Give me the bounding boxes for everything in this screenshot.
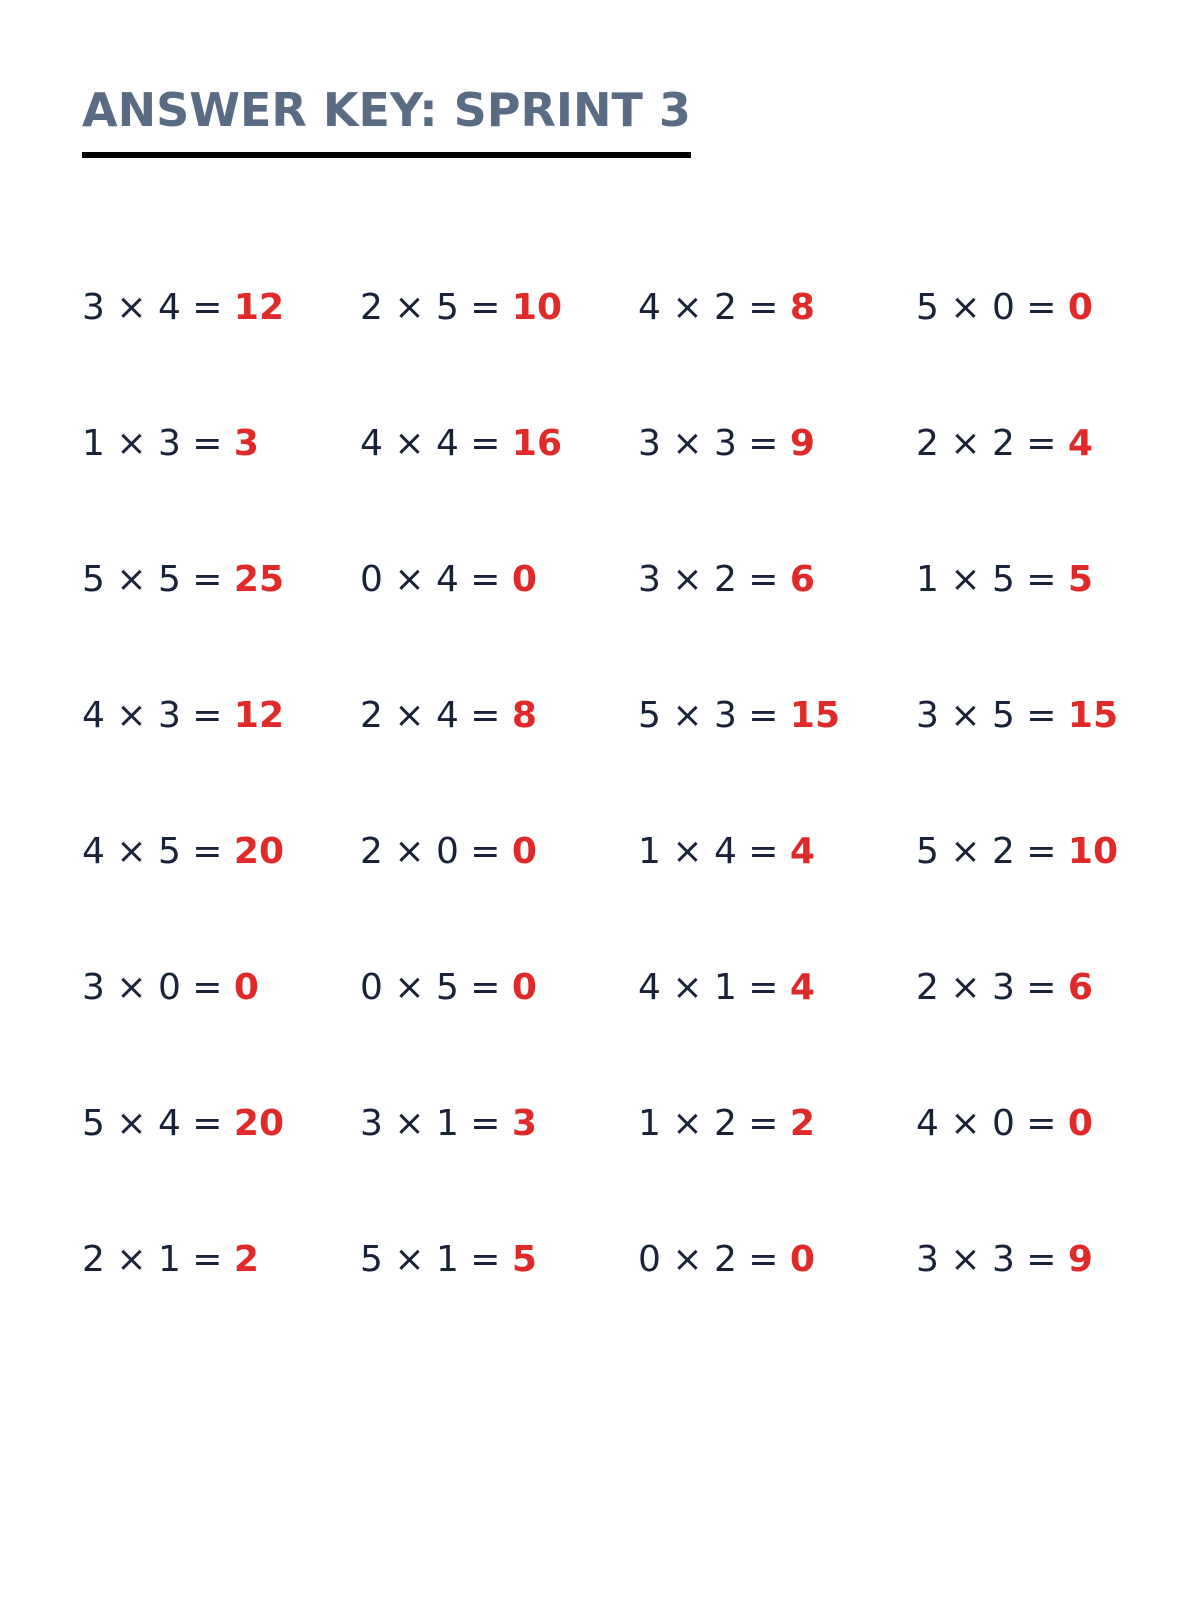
problem-answer: 5 <box>511 1239 537 1280</box>
problem-expression: 2 × 2 = <box>916 423 1057 464</box>
problem-answer: 20 <box>233 1103 285 1144</box>
problem-answer: 9 <box>1067 1239 1093 1280</box>
problem-expression: 0 × 4 = <box>360 559 501 600</box>
problem-expression: 4 × 3 = <box>82 695 223 736</box>
problem-answer: 4 <box>789 967 815 1008</box>
problem-row <box>82 376 1182 512</box>
problem-answer: 5 <box>1067 559 1093 600</box>
problem-expression: 1 × 5 = <box>916 559 1057 600</box>
problem-item <box>916 286 1194 330</box>
problem-answer: 10 <box>1067 831 1119 872</box>
problem-answer: 3 <box>511 1103 537 1144</box>
problem-answer: 15 <box>1067 695 1119 736</box>
problem-expression: 2 × 3 = <box>916 967 1057 1008</box>
problem-row <box>82 920 1182 1056</box>
problem-item <box>82 286 360 330</box>
problem-answer: 25 <box>233 559 285 600</box>
problem-item <box>82 966 360 1010</box>
problem-expression: 4 × 4 = <box>360 423 501 464</box>
problem-expression: 5 × 3 = <box>638 695 779 736</box>
problem-item <box>360 286 638 330</box>
problem-answer: 0 <box>511 831 537 872</box>
problem-item <box>916 1238 1194 1282</box>
title-block <box>82 82 691 158</box>
problem-expression: 1 × 4 = <box>638 831 779 872</box>
problem-item <box>916 1102 1194 1146</box>
page-title: ANSWER KEY: SPRINT 3 <box>82 82 691 158</box>
problem-item <box>82 558 360 602</box>
problem-item <box>360 558 638 602</box>
problem-expression: 5 × 0 = <box>916 287 1057 328</box>
problem-expression: 4 × 0 = <box>916 1103 1057 1144</box>
problem-answer: 0 <box>511 967 537 1008</box>
problem-answer: 12 <box>233 287 285 328</box>
problem-expression: 5 × 2 = <box>916 831 1057 872</box>
problem-answer: 8 <box>789 287 815 328</box>
problem-answer: 20 <box>233 831 285 872</box>
problem-item <box>82 694 360 738</box>
problem-row <box>82 648 1182 784</box>
problem-answer: 12 <box>233 695 285 736</box>
problem-item <box>82 1102 360 1146</box>
problem-answer: 0 <box>1067 287 1093 328</box>
problem-grid <box>82 240 1182 1328</box>
problem-item <box>916 830 1194 874</box>
problem-answer: 0 <box>511 559 537 600</box>
problem-expression: 2 × 0 = <box>360 831 501 872</box>
problem-expression: 3 × 3 = <box>638 423 779 464</box>
problem-expression: 3 × 4 = <box>82 287 223 328</box>
problem-expression: 2 × 5 = <box>360 287 501 328</box>
problem-expression: 4 × 1 = <box>638 967 779 1008</box>
problem-expression: 1 × 2 = <box>638 1103 779 1144</box>
problem-item <box>638 422 916 466</box>
problem-answer: 0 <box>1067 1103 1093 1144</box>
problem-expression: 3 × 0 = <box>82 967 223 1008</box>
problem-row <box>82 784 1182 920</box>
problem-item <box>360 694 638 738</box>
problem-answer: 4 <box>789 831 815 872</box>
problem-item <box>638 558 916 602</box>
problem-expression: 3 × 3 = <box>916 1239 1057 1280</box>
problem-expression: 2 × 4 = <box>360 695 501 736</box>
problem-expression: 0 × 2 = <box>638 1239 779 1280</box>
problem-answer: 4 <box>1067 423 1093 464</box>
problem-answer: 3 <box>233 423 259 464</box>
problem-item <box>638 694 916 738</box>
problem-expression: 5 × 5 = <box>82 559 223 600</box>
problem-item <box>82 422 360 466</box>
problem-expression: 5 × 4 = <box>82 1103 223 1144</box>
problem-item <box>360 966 638 1010</box>
problem-expression: 3 × 5 = <box>916 695 1057 736</box>
problem-row <box>82 1056 1182 1192</box>
problem-item <box>360 830 638 874</box>
problem-expression: 3 × 2 = <box>638 559 779 600</box>
problem-item <box>360 1102 638 1146</box>
problem-expression: 4 × 2 = <box>638 287 779 328</box>
problem-answer: 8 <box>511 695 537 736</box>
problem-answer: 16 <box>511 423 563 464</box>
problem-row <box>82 240 1182 376</box>
problem-item <box>82 830 360 874</box>
problem-answer: 6 <box>1067 967 1093 1008</box>
problem-answer: 9 <box>789 423 815 464</box>
problem-expression: 5 × 1 = <box>360 1239 501 1280</box>
problem-item <box>638 830 916 874</box>
problem-item <box>638 1238 916 1282</box>
problem-item <box>360 1238 638 1282</box>
problem-answer: 0 <box>789 1239 815 1280</box>
problem-item <box>916 558 1194 602</box>
problem-answer: 6 <box>789 559 815 600</box>
problem-expression: 0 × 5 = <box>360 967 501 1008</box>
problem-item <box>82 1238 360 1282</box>
problem-item <box>916 966 1194 1010</box>
problem-answer: 2 <box>233 1239 259 1280</box>
problem-item <box>916 422 1194 466</box>
problem-expression: 2 × 1 = <box>82 1239 223 1280</box>
problem-expression: 1 × 3 = <box>82 423 223 464</box>
problem-item <box>638 1102 916 1146</box>
problem-expression: 3 × 1 = <box>360 1103 501 1144</box>
problem-answer: 0 <box>233 967 259 1008</box>
problem-row <box>82 512 1182 648</box>
problem-expression: 4 × 5 = <box>82 831 223 872</box>
problem-answer: 2 <box>789 1103 815 1144</box>
problem-item <box>916 694 1194 738</box>
problem-row <box>82 1192 1182 1328</box>
problem-item <box>360 422 638 466</box>
problem-answer: 10 <box>511 287 563 328</box>
problem-answer: 15 <box>789 695 841 736</box>
problem-item <box>638 966 916 1010</box>
problem-item <box>638 286 916 330</box>
